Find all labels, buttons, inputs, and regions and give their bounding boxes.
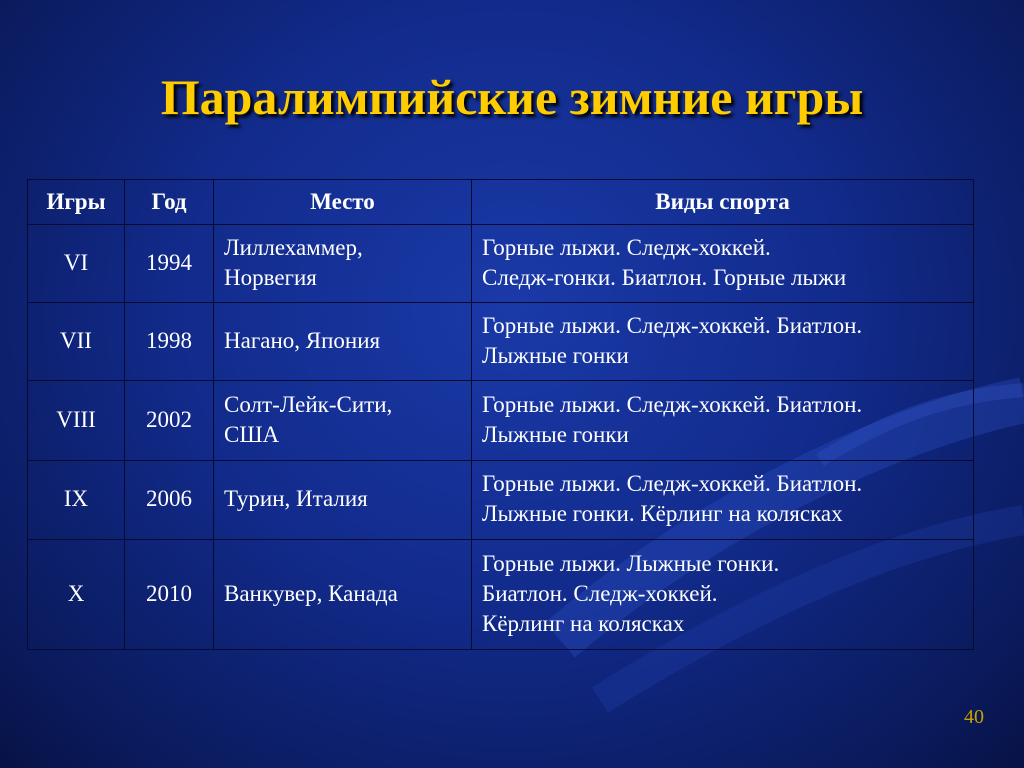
header-sports: Виды спорта <box>472 180 974 225</box>
cell-sports: Горные лыжи. Лыжные гонки. Биатлон. Следж-хоккей. Кёрлинг на колясках <box>472 540 974 650</box>
cell-year: 1998 <box>125 303 214 381</box>
cell-year: 2006 <box>125 461 214 540</box>
table-row <box>28 461 974 540</box>
table-row <box>28 381 974 461</box>
table-row <box>28 303 974 381</box>
cell-place: Лиллехаммер, Норвегия <box>214 225 472 303</box>
cell-games: X <box>28 540 125 650</box>
cell-place: Солт-Лейк-Сити, США <box>214 381 472 461</box>
cell-year: 2010 <box>125 540 214 650</box>
header-year: Год <box>125 180 214 225</box>
cell-games: IX <box>28 461 125 540</box>
cell-games: VIII <box>28 381 125 461</box>
cell-place: Ванкувер, Канада <box>214 540 472 650</box>
cell-games: VI <box>28 225 125 303</box>
table-header-row <box>28 180 974 225</box>
cell-year: 1994 <box>125 225 214 303</box>
header-place: Место <box>214 180 472 225</box>
cell-place: Турин, Италия <box>214 461 472 540</box>
header-games: Игры <box>28 180 125 225</box>
cell-place: Нагано, Япония <box>214 303 472 381</box>
cell-sports: Горные лыжи. Следж-хоккей. Биатлон. Лыжные гонки. Кёрлинг на колясках <box>472 461 974 540</box>
cell-sports: Горные лыжи. Следж-хоккей. Биатлон. Лыжные гонки <box>472 381 974 461</box>
table-row <box>28 225 974 303</box>
cell-sports: Горные лыжи. Следж-хоккей. Биатлон. Лыжные гонки <box>472 303 974 381</box>
paralympic-games-table <box>27 179 974 650</box>
table-row <box>28 540 974 650</box>
cell-year: 2002 <box>125 381 214 461</box>
cell-games: VII <box>28 303 125 381</box>
slide-title: Паралимпийские зимние игры <box>160 69 864 125</box>
cell-sports: Горные лыжи. Следж-хоккей. Следж-гонки. Биатлон. Горные лыжи <box>472 225 974 303</box>
page-number: 40 <box>964 706 984 728</box>
